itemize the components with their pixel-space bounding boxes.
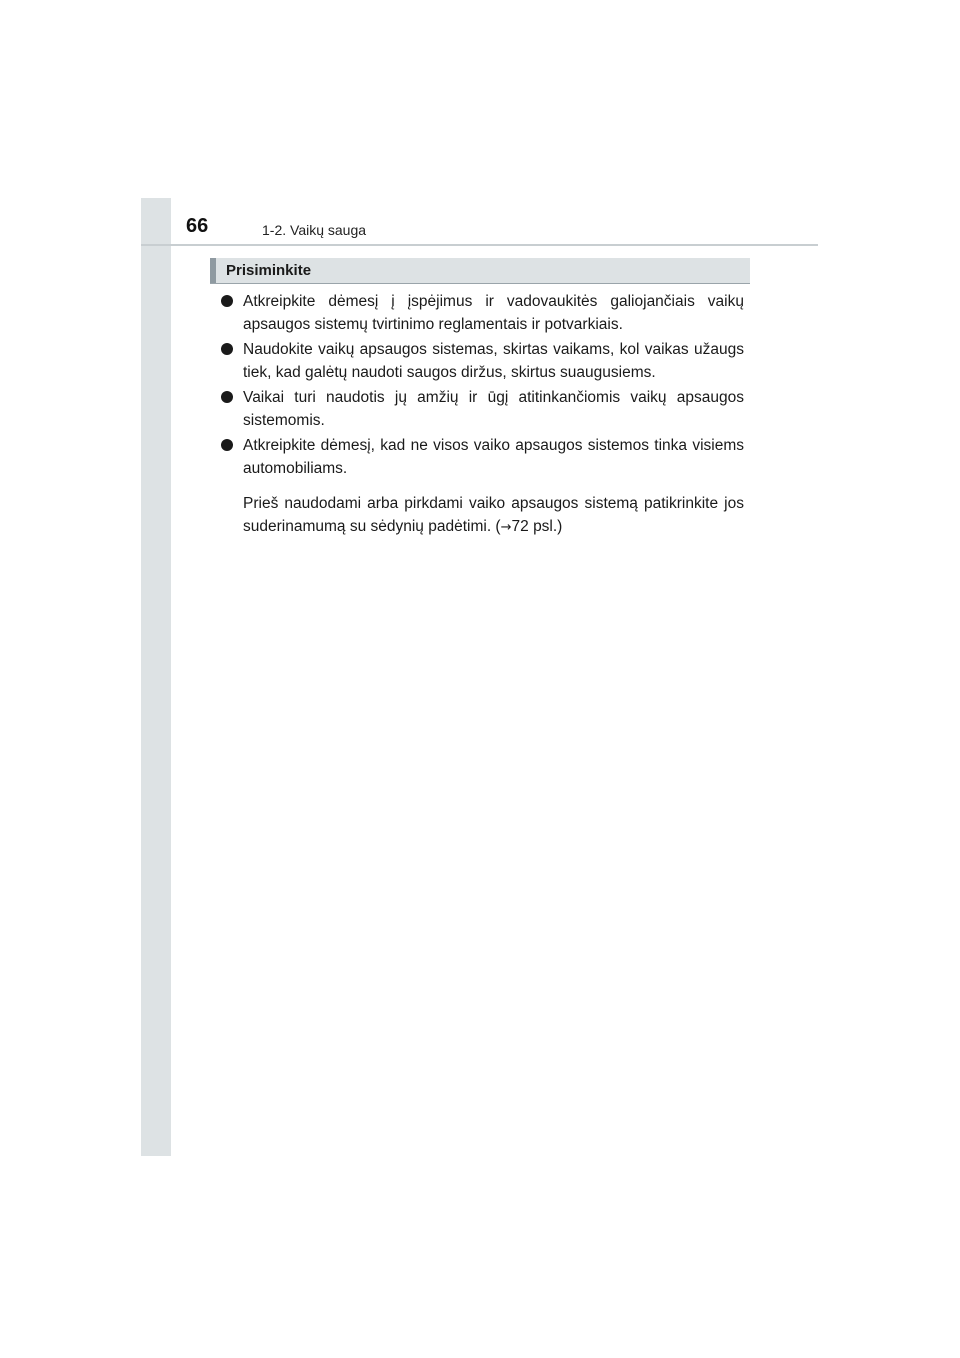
header-rule [141,244,818,246]
remember-title: Prisiminkite [226,262,312,279]
list-item [218,434,744,480]
list-item [218,338,744,384]
page-reference-link[interactable]: 72 psl.) [511,518,563,535]
bullet-icon [221,439,233,451]
bullet-icon [221,343,233,355]
remember-rule [210,283,750,284]
list-item-text: Atkreipkite dėmesį į įspėjimus ir vadovaukitės galiojančiais vaikų apsaugos sistemų tvirtinimo reglamentais ir potvarkiais. [243,293,744,333]
side-band [141,198,171,1156]
compatibility-note [218,492,744,539]
arrow-right-icon: → [500,520,512,535]
list-item [218,386,744,432]
bullet-icon [221,295,233,307]
note-text: Prieš naudodami arba pirkdami vaiko apsaugos sistemą patikrinkite jos suderinamumą su sėdynių padėtimi. ( [243,495,744,535]
list-item [218,290,744,336]
remember-content [218,290,744,539]
page-number: 66 [186,215,209,237]
list-item-text: Atkreipkite dėmesį, kad ne visos vaiko apsaugos sistemos tinka visiems automobiliams. [243,437,744,477]
list-item-text: Vaikai turi naudotis jų amžių ir ūgį atitinkančiomis vaikų apsaugos sistemomis. [243,389,744,429]
bullet-icon [221,391,233,403]
section-title: 1-2. Vaikų sauga [262,222,367,238]
list-item-text: Naudokite vaikų apsaugos sistemas, skirtas vaikams, kol vaikas užaugs tiek, kad galėtų naudoti saugos diržus, skirtus suaugusiems. [243,341,744,381]
remember-heading [210,258,750,284]
